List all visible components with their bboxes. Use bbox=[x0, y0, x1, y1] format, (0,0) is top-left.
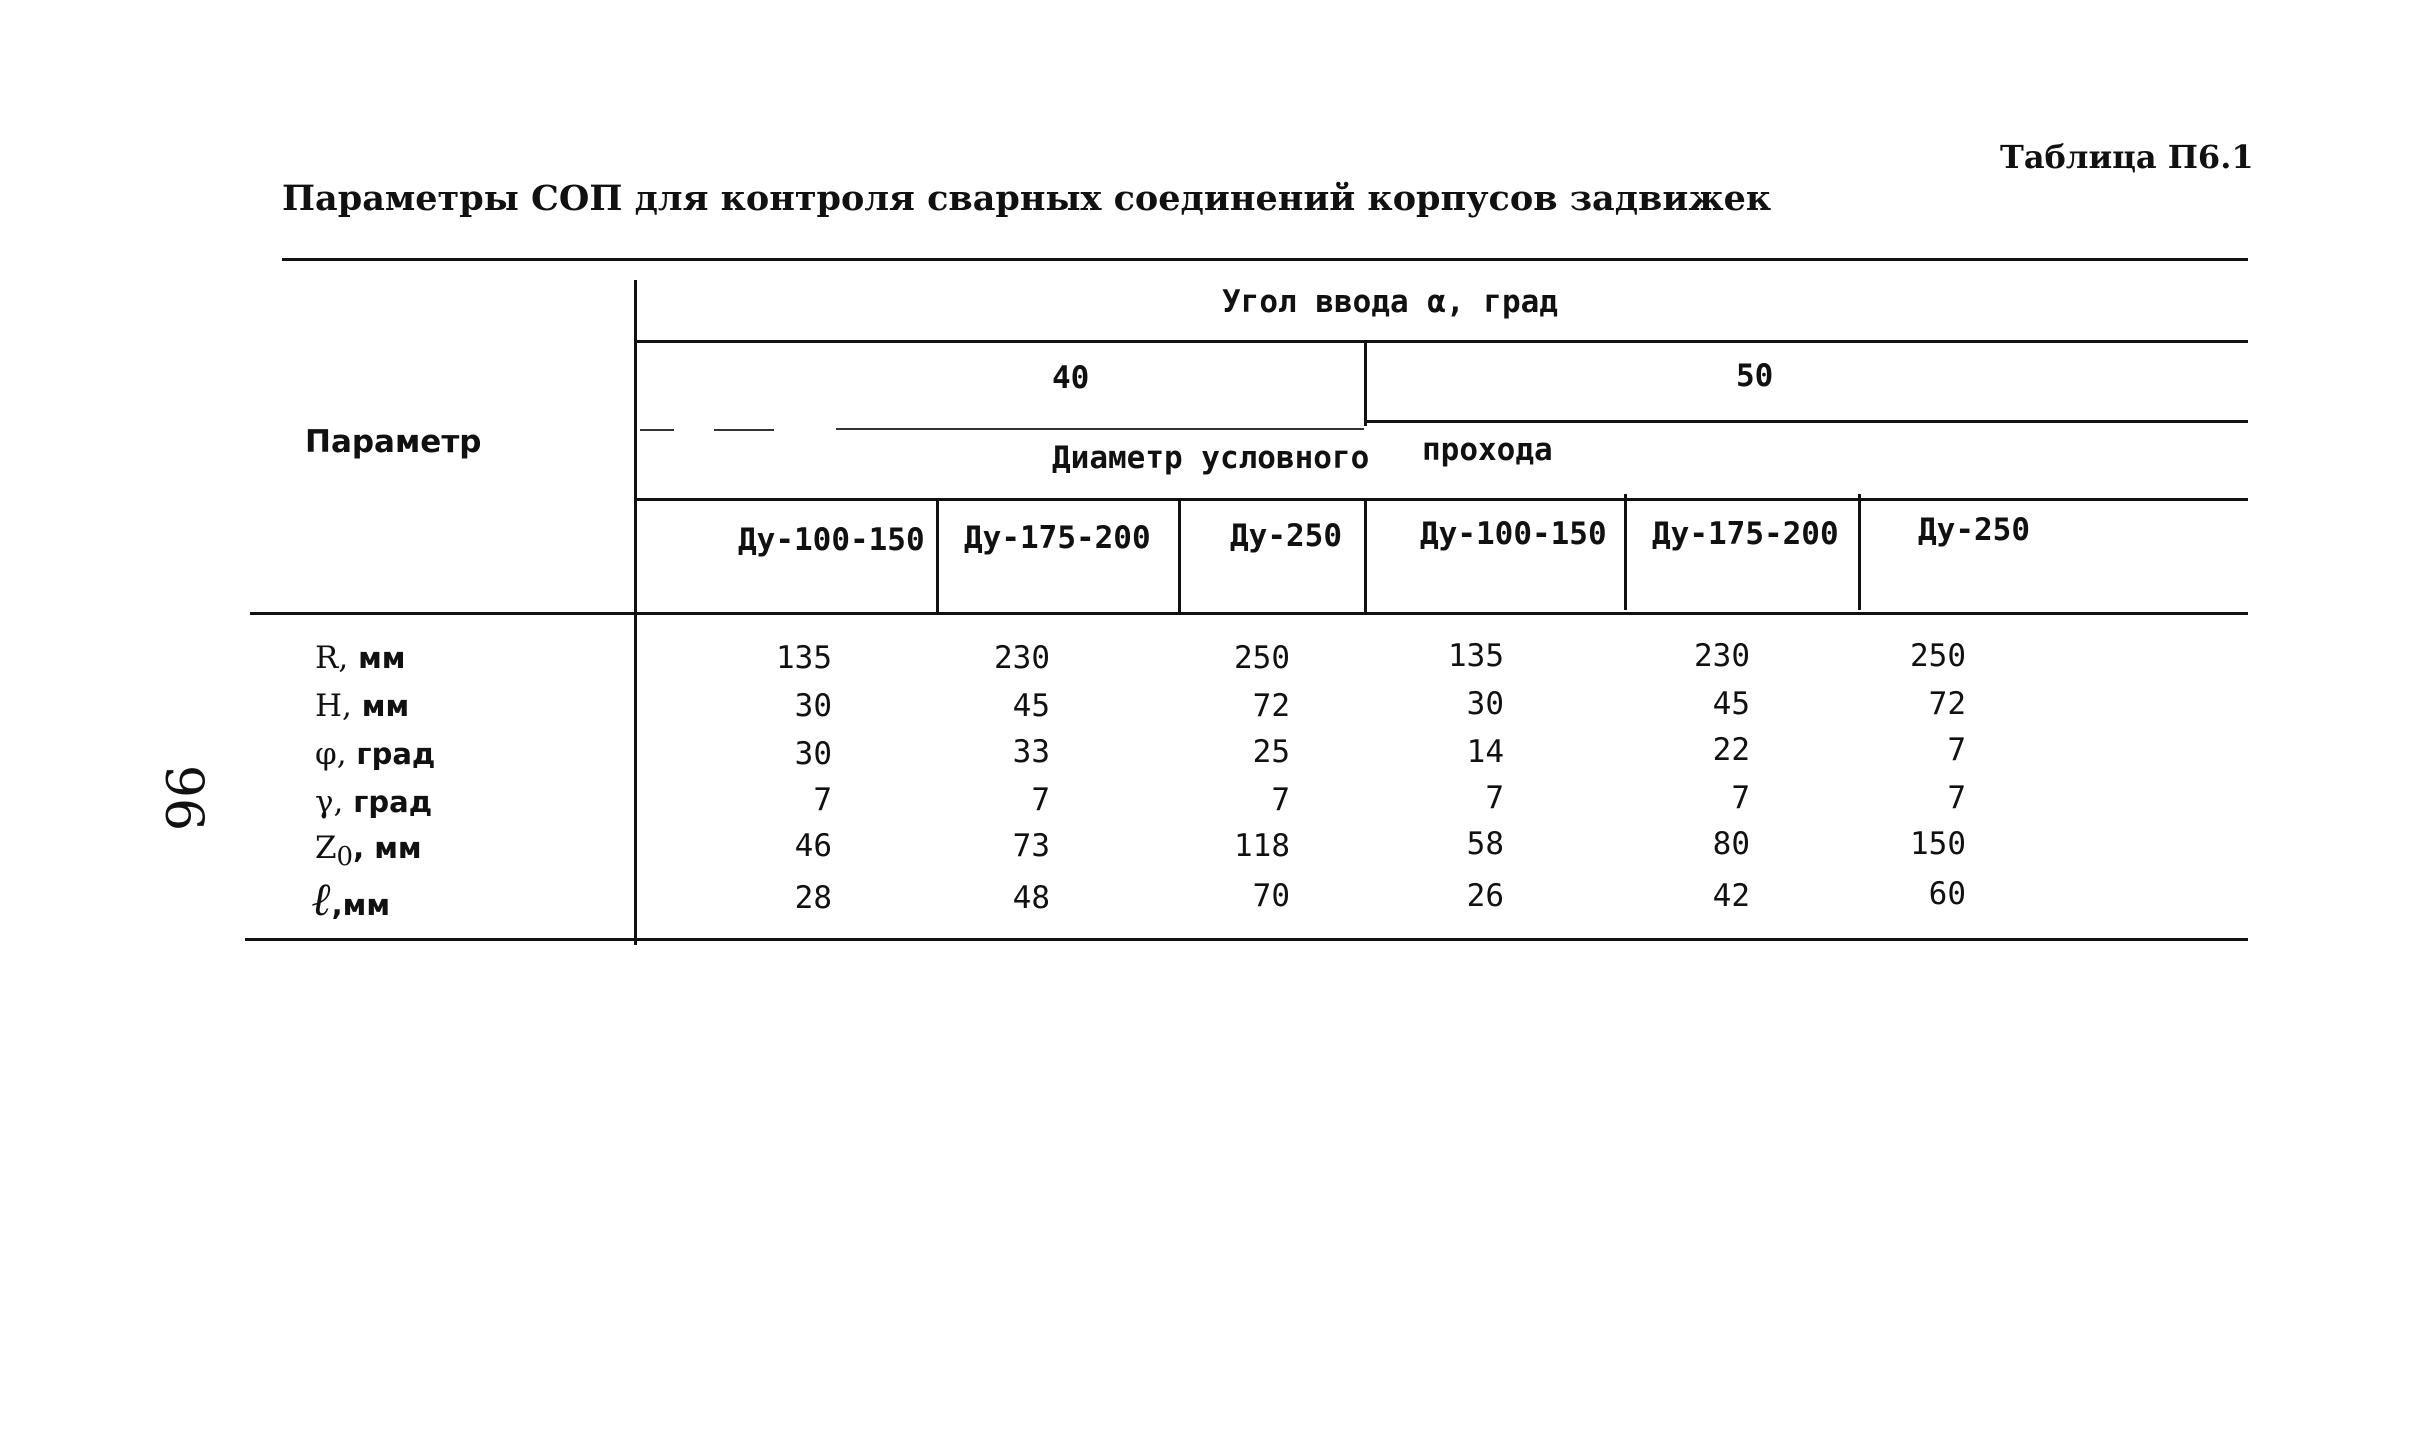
row-label-phi bbox=[315, 736, 435, 772]
angle-header-rule bbox=[634, 340, 2248, 343]
table-cell: 150 bbox=[1910, 826, 1966, 862]
row-unit: мм bbox=[358, 641, 406, 675]
table-bottom-rule bbox=[245, 938, 2248, 941]
column-header-50-du-250: Ду-250 bbox=[1918, 512, 2030, 548]
table-cell: 45 bbox=[1712, 686, 1750, 722]
table-cell: 72 bbox=[1928, 686, 1966, 722]
table-cell: 28 bbox=[794, 880, 832, 916]
table-cell: 30 bbox=[794, 736, 832, 772]
angle-group-divider bbox=[1364, 342, 1367, 426]
angle-header: Угол ввода α, град bbox=[1222, 284, 1558, 320]
row-symbol: γ, bbox=[315, 784, 344, 820]
diameter-header: Диаметр условного bbox=[1052, 440, 1370, 476]
table-cell: 7 bbox=[1947, 780, 1966, 816]
row-label-gamma bbox=[315, 784, 432, 820]
table-cell: 230 bbox=[1694, 638, 1750, 674]
table-cell: 58 bbox=[1466, 826, 1504, 862]
angle-values-rule-dashed bbox=[640, 429, 674, 431]
row-symbol: ℓ bbox=[312, 872, 332, 926]
table-cell: 118 bbox=[1234, 828, 1290, 864]
row-unit: град bbox=[353, 785, 433, 819]
row-unit: , мм bbox=[353, 831, 422, 865]
column-divider bbox=[936, 498, 939, 614]
table-number-label: Таблица П6.1 bbox=[2000, 138, 2254, 176]
table-cell: 60 bbox=[1928, 876, 1966, 912]
table-cell: 45 bbox=[1012, 688, 1050, 724]
table-cell: 22 bbox=[1712, 732, 1750, 768]
table-cell: 7 bbox=[1031, 782, 1050, 818]
row-symbol: H, bbox=[315, 688, 352, 724]
row-unit: ,мм bbox=[331, 888, 391, 922]
table-cell: 42 bbox=[1712, 878, 1750, 914]
table-cell: 70 bbox=[1252, 878, 1290, 914]
column-header-50-du-175-200: Ду-175-200 bbox=[1652, 516, 1839, 552]
angle-values-rule bbox=[1364, 420, 2248, 423]
row-unit: град bbox=[356, 737, 436, 771]
table-cell: 26 bbox=[1466, 878, 1504, 914]
angle-group-50: 50 bbox=[1736, 358, 1774, 394]
parameter-header: Параметр bbox=[305, 424, 482, 460]
column-divider bbox=[1178, 498, 1181, 614]
header-bottom-rule bbox=[250, 612, 2248, 615]
row-symbol: φ, bbox=[315, 736, 347, 772]
diameter-header-rule bbox=[634, 498, 2248, 501]
row-label-z0 bbox=[315, 830, 422, 872]
column-header-50-du-100-150: Ду-100-150 bbox=[1420, 516, 1607, 552]
table-title: Параметры СОП для контроля сварных соединений корпусов задвижек bbox=[282, 178, 1772, 219]
table-cell: 7 bbox=[813, 782, 832, 818]
column-divider bbox=[1364, 498, 1367, 614]
column-divider bbox=[1624, 494, 1627, 610]
table-cell: 14 bbox=[1466, 734, 1504, 770]
row-label-l bbox=[312, 872, 390, 926]
table-cell: 135 bbox=[776, 640, 832, 676]
page-number: 96 bbox=[153, 764, 214, 832]
table-cell: 250 bbox=[1234, 640, 1290, 676]
table-cell: 80 bbox=[1712, 826, 1750, 862]
table-cell: 33 bbox=[1012, 734, 1050, 770]
table-cell: 135 bbox=[1448, 638, 1504, 674]
table-cell: 230 bbox=[994, 640, 1050, 676]
angle-values-rule-dashed bbox=[836, 428, 1364, 430]
column-header-40-du-250: Ду-250 bbox=[1230, 518, 1342, 554]
column-header-40-du-175-200: Ду-175-200 bbox=[964, 520, 1151, 556]
table-cell: 7 bbox=[1271, 782, 1290, 818]
column-header-40-du-100-150: Ду-100-150 bbox=[738, 522, 925, 558]
table-cell: 30 bbox=[1466, 686, 1504, 722]
angle-group-40: 40 bbox=[1052, 360, 1090, 396]
table-cell: 72 bbox=[1252, 688, 1290, 724]
table-cell: 7 bbox=[1731, 780, 1750, 816]
row-label-h bbox=[315, 688, 409, 724]
row-symbol: R, bbox=[315, 640, 349, 676]
table-top-rule bbox=[282, 258, 2248, 261]
table-cell: 250 bbox=[1910, 638, 1966, 674]
row-symbol-subscript: 0 bbox=[336, 842, 354, 873]
column-divider bbox=[1858, 494, 1861, 610]
table-cell: 7 bbox=[1947, 732, 1966, 768]
table-cell: 48 bbox=[1012, 880, 1050, 916]
row-label-r bbox=[315, 640, 405, 676]
table-cell: 30 bbox=[794, 688, 832, 724]
diameter-header-continued: прохода bbox=[1422, 432, 1553, 468]
table-cell: 25 bbox=[1252, 734, 1290, 770]
angle-values-rule-dashed bbox=[714, 429, 774, 431]
table-cell: 73 bbox=[1012, 828, 1050, 864]
table-cell: 46 bbox=[794, 828, 832, 864]
table-cell: 7 bbox=[1485, 780, 1504, 816]
row-unit: мм bbox=[361, 689, 410, 723]
row-symbol: Z bbox=[315, 830, 337, 866]
